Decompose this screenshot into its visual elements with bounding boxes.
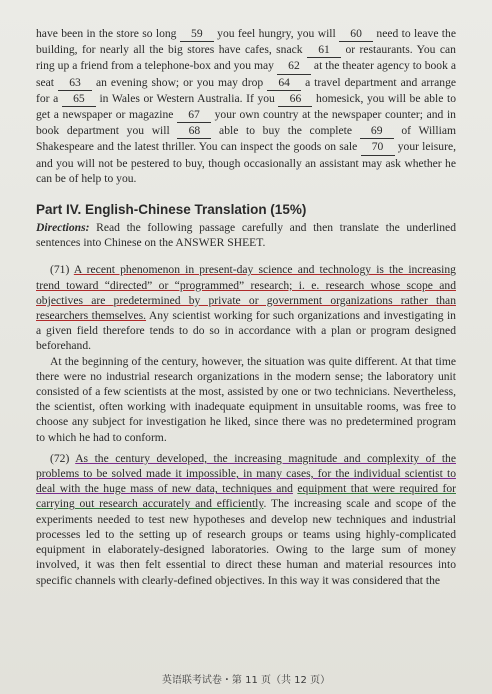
passage-text: need to leave the building, for nearly all the big stores have cafes, snack xyxy=(36,27,456,57)
blank-68: 68 xyxy=(177,123,211,139)
blank-66: 66 xyxy=(278,91,312,107)
underlined-sentence-72a: As the century developed, the increasing magnitude and complexity of the problems to be solved made it impossible, in many cases, for the individual scientist to deal with the huge mass of new data, techniques and xyxy=(36,451,456,496)
passage-text: you feel hungry, you will xyxy=(217,27,336,40)
page-footer: 英语联考试卷・第 11 页（共 12 页） xyxy=(161,675,331,686)
paragraph-text: Any scientist working for such organizations and investigating in a given field therefore tends to do so in accordance with a plan or program designed beforehand. xyxy=(36,309,456,353)
section-title: Part IV. English-Chinese Translation (15%) xyxy=(36,202,307,218)
passage-text: able to buy the complete xyxy=(219,124,353,138)
blank-65: 65 xyxy=(62,91,96,107)
blank-59: 59 xyxy=(180,26,214,42)
paragraph-72 xyxy=(36,451,456,588)
passage-text: at the theater agency to book a seat xyxy=(36,59,457,89)
paragraph-middle: At the beginning of the century, however, the situation was quite different. At that time there were no industrial research organizations in the modern sense; the laboratory unit consisted of a few scientists at the most, assisted by one or two technicians. Nevertheless, the scientist, often working with inadequate equipment in unsuitable rooms, was free to choose any subject for investigation he liked, since there was no predetermined program to which he had to conform. xyxy=(36,354,456,444)
blank-60: 60 xyxy=(339,26,373,42)
question-number-72: (72) xyxy=(50,451,70,465)
blank-67: 67 xyxy=(177,107,211,123)
directions-label: Directions: xyxy=(36,221,90,235)
passage-text: an evening show; or you may drop xyxy=(95,75,264,89)
passage-text: your own country at the newspaper counter; and in book department you will xyxy=(36,108,456,138)
cloze-passage xyxy=(36,26,456,186)
passage-text: in Wales or Western Australia. If you xyxy=(99,91,275,105)
blank-62: 62 xyxy=(277,58,311,74)
passage-text: have been in the store so long xyxy=(36,27,177,40)
passage-text: homesick, you will be able to get a newspaper or magazine xyxy=(36,91,456,122)
blank-70: 70 xyxy=(361,139,395,155)
underlined-sentence-72b: equipment that were required for carrying out research accurately and efficiently xyxy=(36,482,456,511)
directions-text: Read the following passage carefully and then translate the underlined sentences into Chinese on the ANSWER SHEET. xyxy=(36,221,456,250)
underlined-sentence-71: A recent phenomenon in present-day science and technology is the increasing trend toward “directed” or “programmed” research; i. e. research whose scope and objectives are predetermined by private or government organizations rather than researchers themselves. xyxy=(36,263,456,323)
passage-text: your leisure, and you will not be pestered to buy, though occasionally an assistant may ask whether he can be of help to you. xyxy=(36,140,456,185)
paragraph-71 xyxy=(36,262,456,353)
passage-text: a travel department and arrange for a xyxy=(36,75,457,105)
directions xyxy=(36,220,456,250)
question-number-71: (71) xyxy=(50,263,70,277)
blank-69: 69 xyxy=(360,123,394,139)
paragraph-text: . The increasing scale and scope of the experiments needed to test new hypotheses and develop new techniques and industrial processes led to the setting up of research groups or teams using highly-complicated equipment in elaborately-designed laboratories. Owing to the large sum of money involved, it was then felt essential to direct these human and material resources into specific channels with clearly-defined objectives. In this way it was considered that the xyxy=(36,497,456,587)
blank-64: 64 xyxy=(267,75,301,91)
passage-text: of William Shakespeare and the latest thriller. You can inspect the goods on sale xyxy=(36,124,456,154)
blank-63: 63 xyxy=(58,75,92,91)
blank-61: 61 xyxy=(307,42,341,58)
passage-text: or restaurants. You can ring up a friend from a telephone-box and you may xyxy=(36,43,456,73)
